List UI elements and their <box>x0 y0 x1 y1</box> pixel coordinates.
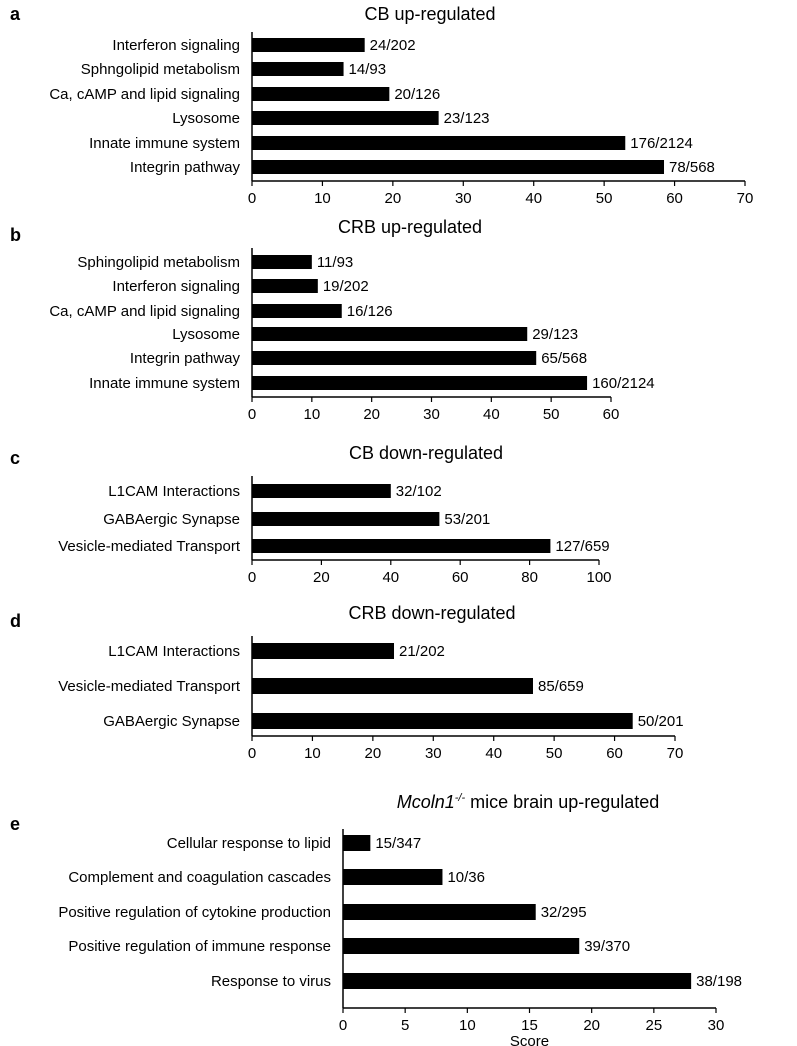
bar <box>252 643 394 659</box>
data-label: 10/36 <box>447 869 486 886</box>
panel-letter: c <box>10 448 21 468</box>
x-tick-label: 0 <box>247 745 257 762</box>
x-tick-label: 10 <box>304 745 321 762</box>
x-tick-label: 0 <box>338 1017 348 1034</box>
category-label: Innate immune system <box>89 375 240 392</box>
x-axis-label: Score <box>509 1033 550 1046</box>
chart-panel-b <box>10 217 655 423</box>
bar <box>252 136 625 150</box>
bar <box>252 512 439 526</box>
category-label: Vesicle-mediated Transport <box>58 678 240 695</box>
data-label: 29/123 <box>532 326 579 343</box>
bar <box>252 38 365 52</box>
x-tick-label: 20 <box>384 190 402 207</box>
x-tick-label: 30 <box>423 406 440 423</box>
bar <box>252 111 439 125</box>
bar <box>343 904 536 920</box>
category-label: Interferon signaling <box>112 278 240 295</box>
chart-panel-d <box>10 603 684 762</box>
chart-title: CB down-regulated <box>348 443 504 463</box>
x-tick-label: 70 <box>736 190 754 207</box>
bar <box>252 484 391 498</box>
x-tick-label: 10 <box>458 1017 476 1034</box>
data-label: 38/198 <box>696 973 743 990</box>
data-label: 65/568 <box>541 350 588 367</box>
bar <box>252 87 389 101</box>
bar <box>343 869 442 885</box>
chart-title: Mcoln1-/- mice brain up-regulated <box>396 792 660 812</box>
x-tick-label: 40 <box>525 190 543 207</box>
x-tick-label: 40 <box>485 745 503 762</box>
data-label: 160/2124 <box>592 375 655 392</box>
x-tick-label: 50 <box>595 190 613 207</box>
panel-letter: d <box>10 611 21 631</box>
category-label: L1CAM Interactions <box>108 643 240 660</box>
x-tick-label: 20 <box>313 569 330 586</box>
bar <box>252 160 664 174</box>
category-label: Cellular response to lipid <box>166 835 331 852</box>
bar <box>252 539 550 553</box>
category-label: Sphngolipid metabolism <box>80 61 240 78</box>
chart-title: CB up-regulated <box>364 4 496 24</box>
data-label: 39/370 <box>584 938 631 955</box>
chart-title: CRB down-regulated <box>348 603 516 623</box>
x-tick-label: 40 <box>382 569 400 586</box>
bar <box>343 835 370 851</box>
panel-letter: b <box>10 225 21 245</box>
data-label: 16/126 <box>346 303 393 320</box>
x-tick-label: 0 <box>247 406 257 423</box>
data-label: 32/295 <box>540 904 587 921</box>
bar <box>252 279 318 293</box>
data-label: 11/93 <box>316 254 354 271</box>
data-label: 85/659 <box>537 678 584 695</box>
x-tick-label: 15 <box>521 1017 538 1034</box>
chart-panel-e <box>10 792 742 1046</box>
x-tick-label: 20 <box>364 745 382 762</box>
x-tick-label: 30 <box>707 1017 725 1034</box>
category-label: Positive regulation of cytokine production <box>58 904 331 921</box>
x-tick-label: 5 <box>400 1017 410 1034</box>
x-tick-label: 40 <box>482 406 500 423</box>
x-tick-label: 20 <box>363 406 381 423</box>
category-label: Lysosome <box>172 110 240 127</box>
x-tick-label: 60 <box>666 190 683 207</box>
chart-panel-c <box>10 443 612 586</box>
bar <box>343 938 579 954</box>
x-tick-label: 0 <box>247 190 257 207</box>
x-tick-label: 80 <box>521 569 538 586</box>
data-label: 50/201 <box>637 713 684 730</box>
category-label: Interferon signaling <box>112 37 240 54</box>
category-label: L1CAM Interactions <box>108 483 240 500</box>
category-label: Ca, cAMP and lipid signaling <box>49 86 240 103</box>
x-tick-label: 30 <box>424 745 442 762</box>
data-label: 127/659 <box>555 538 610 555</box>
bar <box>252 255 312 269</box>
data-label: 14/93 <box>348 61 387 78</box>
data-label: 19/202 <box>322 278 369 295</box>
data-label: 24/202 <box>369 37 416 54</box>
bar <box>252 327 527 341</box>
data-label: 176/2124 <box>630 135 693 152</box>
data-label: 53/201 <box>444 511 491 528</box>
x-tick-label: 60 <box>606 745 623 762</box>
x-tick-label: 60 <box>451 569 469 586</box>
x-tick-label: 100 <box>586 569 612 586</box>
bar <box>252 678 533 694</box>
x-tick-label: 10 <box>314 190 331 207</box>
bar <box>252 351 536 365</box>
bar <box>252 304 342 318</box>
category-label: GABAergic Synapse <box>103 713 240 730</box>
data-label: 15/347 <box>375 835 422 852</box>
chart-panel-a <box>10 4 753 207</box>
bar <box>252 713 633 729</box>
x-tick-label: 50 <box>545 745 563 762</box>
data-label: 20/126 <box>394 86 441 103</box>
data-label: 32/102 <box>395 483 442 500</box>
x-tick-label: 20 <box>583 1017 601 1034</box>
chart-title: CRB up-regulated <box>337 217 483 237</box>
category-label: Lysosome <box>172 326 240 343</box>
panel-letter: a <box>10 4 21 24</box>
data-label: 23/123 <box>443 110 490 127</box>
category-label: Innate immune system <box>89 135 240 152</box>
data-label: 78/568 <box>669 159 715 176</box>
bar <box>252 62 344 76</box>
category-label: Complement and coagulation cascades <box>68 869 331 886</box>
x-tick-label: 0 <box>247 569 257 586</box>
category-label: Vesicle-mediated Transport <box>58 538 240 555</box>
bar <box>252 376 587 390</box>
category-label: Sphingolipid metabolism <box>77 254 240 271</box>
x-tick-label: 30 <box>454 190 472 207</box>
category-label: Positive regulation of immune response <box>68 938 331 955</box>
category-label: Ca, cAMP and lipid signaling <box>49 303 240 320</box>
x-tick-label: 50 <box>542 406 560 423</box>
category-label: Integrin pathway <box>129 350 240 367</box>
category-label: Integrin pathway <box>129 159 240 176</box>
x-tick-label: 60 <box>602 406 620 423</box>
bar <box>343 973 691 989</box>
data-label: 21/202 <box>399 643 445 660</box>
x-tick-label: 25 <box>645 1017 663 1034</box>
x-tick-label: 10 <box>303 406 321 423</box>
panel-letter: e <box>10 814 21 834</box>
category-label: Response to virus <box>210 973 331 990</box>
category-label: GABAergic Synapse <box>103 511 240 528</box>
x-tick-label: 70 <box>666 745 684 762</box>
